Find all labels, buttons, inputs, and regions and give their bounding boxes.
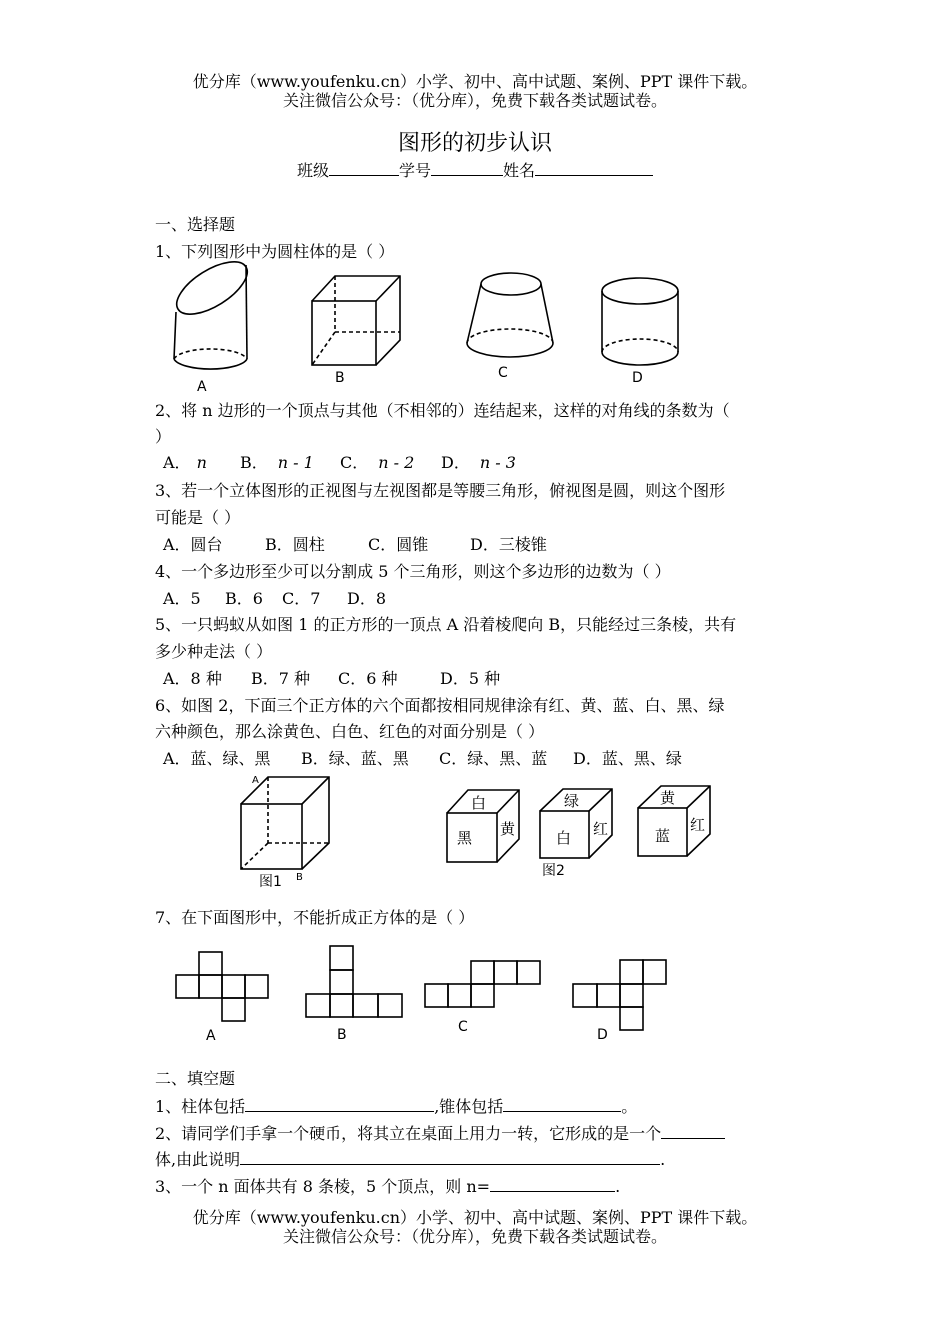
q2-stem-a: 2、将 n 边形的一个顶点与其他（不相邻的）连结起来，这样的对角线的条数为（: [155, 401, 730, 420]
name-label: 姓名: [503, 161, 536, 180]
figure1-vertex-a: A: [252, 775, 259, 786]
figure1-vertex-b: B: [296, 872, 303, 883]
q1-label-a: A: [197, 379, 207, 395]
q3-option-c: C．圆锥: [368, 535, 429, 554]
q1-figure-a-slanted-cylinder: [169, 252, 256, 369]
fill-q2-part-c: .: [660, 1150, 666, 1169]
q3-option-d: D．三棱锥: [470, 535, 547, 554]
fill-q1-part-a: 1、柱体包括: [155, 1097, 246, 1116]
fill-q1-part-c: 。: [621, 1097, 638, 1116]
fill-q2-part-a: 2、请同学们手拿一个硬币，将其立在桌面上用力一转，它形成的是一个: [155, 1124, 662, 1143]
cube3-side-face: 红: [690, 816, 706, 834]
cube2-side-face: 红: [593, 820, 609, 838]
section2-heading: 二、填空题: [155, 1069, 236, 1088]
cube2-top-face: 绿: [564, 792, 580, 810]
q7-stem: 7、在下面图形中，不能折成正方体的是（ ）: [155, 908, 475, 927]
q2-stem-b: ）: [155, 427, 172, 446]
header-line-1: 优分库（www.youfenku.cn）小学、初中、高中试题、案例、PPT 课件下载。: [192, 72, 758, 91]
q7-net-d: [573, 960, 666, 1030]
q7-net-b: [306, 946, 402, 1017]
figure1-caption: 图1: [259, 874, 282, 890]
page-title: 图形的初步认识: [397, 131, 552, 156]
cube3-front-face: 蓝: [655, 827, 671, 845]
cube1-side-face: 黄: [500, 820, 516, 838]
q2-option-b-value: n - 1: [277, 453, 314, 472]
q1-figure-c-frustum: [467, 273, 553, 357]
q3-stem-b: 可能是（ ）: [155, 508, 241, 527]
class-label: 班级: [296, 161, 329, 180]
q4-option-d: D．8: [347, 589, 387, 608]
q1-label-d: D: [632, 370, 643, 386]
q2-option-a-letter: A．: [163, 453, 191, 472]
q2-option-a-value: n: [196, 453, 207, 472]
q2-option-d-value: n - 3: [479, 453, 516, 472]
q4-stem: 4、一个多边形至少可以分割成 5 个三角形，则这个多边形的边数为（ ）: [155, 562, 671, 581]
q2-option-c-letter: C．: [340, 453, 369, 472]
q7-net-c: [425, 961, 540, 1007]
q6-option-c: C．绿、黑、蓝: [439, 749, 548, 768]
number-label: 学号: [398, 161, 431, 180]
q5-option-c: C．6 种: [338, 669, 398, 688]
q7-label-d: D: [597, 1027, 608, 1043]
q4-option-c: C．7: [282, 589, 321, 608]
q1-figure-b-cube: [312, 276, 400, 365]
section1-heading: 一、选择题: [155, 215, 236, 234]
q5-option-a: A．8 种: [163, 669, 222, 688]
q5-option-b: B．7 种: [251, 669, 311, 688]
footer-line-1: 优分库（www.youfenku.cn）小学、初中、高中试题、案例、PPT 课件下载。: [192, 1208, 758, 1227]
q1-label-b: B: [335, 370, 345, 386]
q4-option-b: B．6: [225, 589, 263, 608]
q7-net-a: [176, 952, 268, 1021]
cube1-front-face: 黑: [457, 829, 473, 847]
q1-stem: 1、下列图形中为圆柱体的是（ ）: [155, 242, 395, 261]
cube1-top-face: 白: [471, 794, 487, 812]
q2-option-b-letter: B．: [240, 453, 268, 472]
q6-option-a: A．蓝、绿、黑: [163, 749, 271, 768]
fill-q1-part-b: ,锥体包括: [434, 1097, 504, 1116]
footer-line-2: 关注微信公众号：（优分库），免费下载各类试题试卷。: [282, 1227, 667, 1246]
q3-option-a: A．圆台: [163, 535, 223, 554]
q5-stem-b: 多少种走法（ ）: [155, 642, 273, 661]
fill-q3-part-b: .: [615, 1177, 621, 1196]
q4-option-a: A．5: [163, 589, 201, 608]
q1-label-c: C: [498, 365, 508, 381]
header-line-2: 关注微信公众号：（优分库），免费下载各类试题试卷。: [282, 91, 667, 110]
q3-option-b: B．圆柱: [265, 535, 325, 554]
cube2-front-face: 白: [556, 829, 572, 847]
q6-option-b: B．绿、蓝、黑: [301, 749, 409, 768]
q6-stem-a: 6、如图 2，下面三个正方体的六个面都按相同规律涂有红、黄、蓝、白、黑、绿: [155, 696, 725, 715]
q7-label-b: B: [337, 1027, 347, 1043]
q1-figure-d-cylinder: [602, 278, 678, 365]
q6-stem-b: 六种颜色，那么涂黄色、白色、红色的对面分别是（ ）: [155, 722, 545, 741]
q6-option-d: D．蓝、黑、绿: [573, 749, 682, 768]
q3-stem-a: 3、若一个立体图形的正视图与左视图都是等腰三角形，俯视图是圆，则这个图形: [155, 481, 726, 500]
q5-stem-a: 5、一只蚂蚁从如图 1 的正方形的一顶点 A 沿着棱爬向 B，只能经过三条棱，共有: [155, 615, 737, 634]
q2-option-c-value: n - 2: [378, 453, 415, 472]
q7-label-c: C: [458, 1019, 468, 1035]
cube3-top-face: 黄: [660, 789, 676, 807]
q2-option-d-letter: D．: [441, 453, 470, 472]
fill-q3-part-a: 3、一个 n 面体共有 8 条棱，5 个顶点，则 n=: [155, 1177, 491, 1196]
figure2-caption: 图2: [542, 863, 565, 879]
q5-option-d: D．5 种: [440, 669, 501, 688]
q7-label-a: A: [206, 1028, 216, 1044]
fill-q2-part-b: 体,由此说明: [155, 1150, 241, 1169]
figure1-cube: [241, 777, 329, 869]
